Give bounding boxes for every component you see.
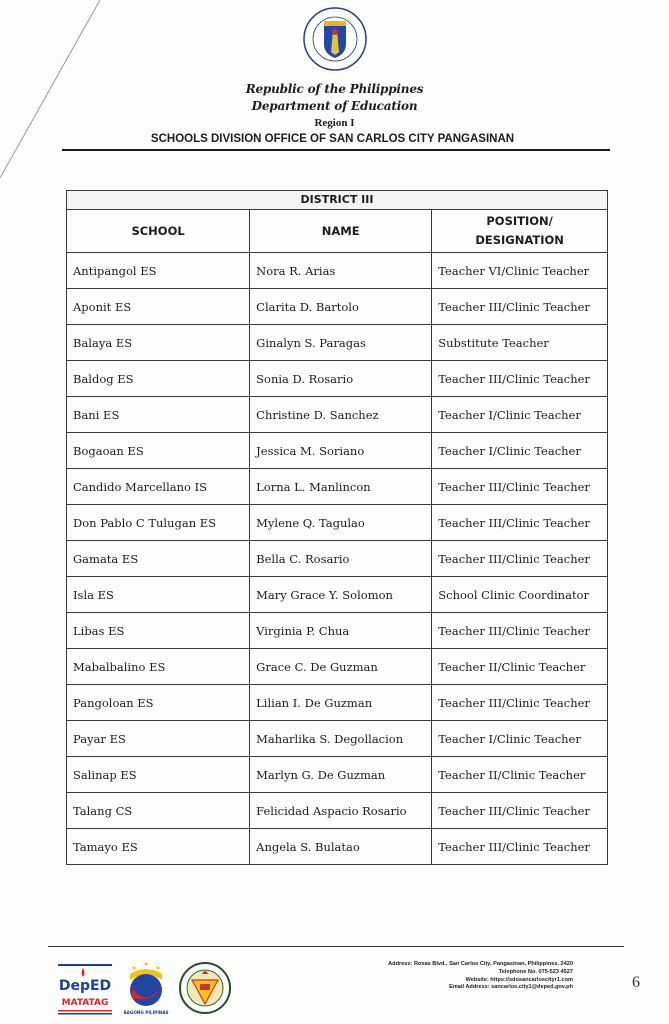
table-row xyxy=(67,685,608,721)
column-header-position-line1: POSITION/ xyxy=(486,214,553,228)
cell-name: Clarita D. Bartolo xyxy=(250,289,432,325)
table-row xyxy=(67,397,608,433)
cell-school: Tamayo ES xyxy=(67,829,250,865)
cell-name: Sonia D. Rosario xyxy=(250,361,432,397)
letterhead-division-office: SCHOOLS DIVISION OFFICE OF SAN CARLOS CITY PANGASINAN xyxy=(150,133,515,145)
letterhead-divider xyxy=(62,149,610,151)
cell-school: Balaya ES xyxy=(67,325,250,361)
cell-position: Teacher III/Clinic Teacher xyxy=(432,505,608,541)
letterhead-department: Department of Education xyxy=(251,99,418,113)
cell-school: Isla ES xyxy=(67,577,250,613)
table-row xyxy=(67,757,608,793)
cell-school: Gamata ES xyxy=(67,541,250,577)
cell-name: Bella C. Rosario xyxy=(250,541,432,577)
cell-school: Talang CS xyxy=(67,793,250,829)
table-row xyxy=(67,505,608,541)
table-row xyxy=(67,613,608,649)
cell-position: Substitute Teacher xyxy=(432,325,608,361)
cell-name: Jessica M. Soriano xyxy=(250,433,432,469)
cell-school: Candido Marcellano IS xyxy=(67,469,250,505)
column-header-school: SCHOOL xyxy=(67,210,250,253)
cell-name: Ginalyn S. Paragas xyxy=(250,325,432,361)
cell-school: Mabalbalino ES xyxy=(67,649,250,685)
sdo-san-carlos-seal-icon xyxy=(178,960,232,1016)
cell-position: Teacher I/Clinic Teacher xyxy=(432,433,608,469)
cell-position: Teacher III/Clinic Teacher xyxy=(432,469,608,505)
column-header-position-line2: DESIGNATION xyxy=(475,233,564,247)
table-row xyxy=(67,793,608,829)
cell-name: Mary Grace Y. Solomon xyxy=(250,577,432,613)
district-title: DISTRICT III xyxy=(67,191,608,210)
cell-school: Bani ES xyxy=(67,397,250,433)
cell-name: Nora R. Arias xyxy=(250,253,432,289)
footer-divider xyxy=(48,946,624,947)
table-row xyxy=(67,721,608,757)
cell-position: Teacher I/Clinic Teacher xyxy=(432,397,608,433)
matatag-logo-text: MATATAG xyxy=(61,998,109,1008)
table-row xyxy=(67,325,608,361)
cell-school: Pangoloan ES xyxy=(67,685,250,721)
cell-school: Payar ES xyxy=(67,721,250,757)
cell-school: Salinap ES xyxy=(67,757,250,793)
footer-website[interactable]: Website: https://sdosancarloscityr1.com xyxy=(465,976,573,983)
cell-name: Grace C. De Guzman xyxy=(250,649,432,685)
cell-school: Libas ES xyxy=(67,613,250,649)
cell-name: Maharlika S. Degollacion xyxy=(250,721,432,757)
cell-position: Teacher II/Clinic Teacher xyxy=(432,649,608,685)
table-row xyxy=(67,253,608,289)
district-title-row xyxy=(67,191,608,210)
cell-name: Christine D. Sanchez xyxy=(250,397,432,433)
cell-name: Angela S. Bulatao xyxy=(250,829,432,865)
table-row xyxy=(67,289,608,325)
cell-position: Teacher VI/Clinic Teacher xyxy=(432,253,608,289)
cell-school: Antipangol ES xyxy=(67,253,250,289)
cell-position: Teacher III/Clinic Teacher xyxy=(432,613,608,649)
cell-position: Teacher I/Clinic Teacher xyxy=(432,721,608,757)
cell-school: Bogaoan ES xyxy=(67,433,250,469)
footer-address: Address: Roxas Blvd., San Carlos City, Pangasinan, Philippines, 2420 xyxy=(388,961,573,967)
deped-matatag-logo-icon xyxy=(56,960,114,1016)
table-row xyxy=(67,469,608,505)
bagong-pilipinas-text: BAGONG PILIPINAS xyxy=(123,1010,169,1015)
table-row xyxy=(67,829,608,865)
letterhead-republic: Republic of the Philippines xyxy=(245,82,424,96)
footer-telephone: Telephone No. 075-523 4527 xyxy=(498,968,573,975)
table-row xyxy=(67,361,608,397)
cell-position: Teacher II/Clinic Teacher xyxy=(432,757,608,793)
column-header-position xyxy=(432,210,608,253)
deped-seal-icon xyxy=(302,6,368,72)
cell-position: Teacher III/Clinic Teacher xyxy=(432,829,608,865)
cell-position: Teacher III/Clinic Teacher xyxy=(432,541,608,577)
cell-school: Baldog ES xyxy=(67,361,250,397)
table-row xyxy=(67,541,608,577)
cell-name: Felicidad Aspacio Rosario xyxy=(250,793,432,829)
cell-name: Marlyn G. De Guzman xyxy=(250,757,432,793)
roster-body xyxy=(67,253,608,865)
deped-logo-text: DepED xyxy=(58,978,112,994)
cell-name: Lorna L. Manlincon xyxy=(250,469,432,505)
cell-position: Teacher III/Clinic Teacher xyxy=(432,685,608,721)
cell-position: Teacher III/Clinic Teacher xyxy=(432,361,608,397)
cell-school: Aponit ES xyxy=(67,289,250,325)
cell-name: Mylene Q. Tagulao xyxy=(250,505,432,541)
clinic-teacher-roster-table xyxy=(66,190,608,865)
footer-contact-block xyxy=(388,961,573,992)
footer-logos xyxy=(56,960,232,1016)
cell-position: Teacher III/Clinic Teacher xyxy=(432,289,608,325)
footer-email[interactable]: Email Address: sancarlos.city1@deped.gov.ph xyxy=(449,984,573,991)
column-header-name: NAME xyxy=(250,210,432,253)
table-row xyxy=(67,433,608,469)
bagong-pilipinas-logo-icon xyxy=(122,960,170,1016)
cell-school: Don Pablo C Tulugan ES xyxy=(67,505,250,541)
cell-name: Lilian I. De Guzman xyxy=(250,685,432,721)
table-row xyxy=(67,649,608,685)
cell-position: Teacher III/Clinic Teacher xyxy=(432,793,608,829)
letterhead-region: Region I xyxy=(314,117,355,129)
column-header-row xyxy=(67,210,608,253)
cell-name: Virginia P. Chua xyxy=(250,613,432,649)
cell-position: School Clinic Coordinator xyxy=(432,577,608,613)
handwritten-page-number: 6 xyxy=(632,974,640,991)
table-row xyxy=(67,577,608,613)
